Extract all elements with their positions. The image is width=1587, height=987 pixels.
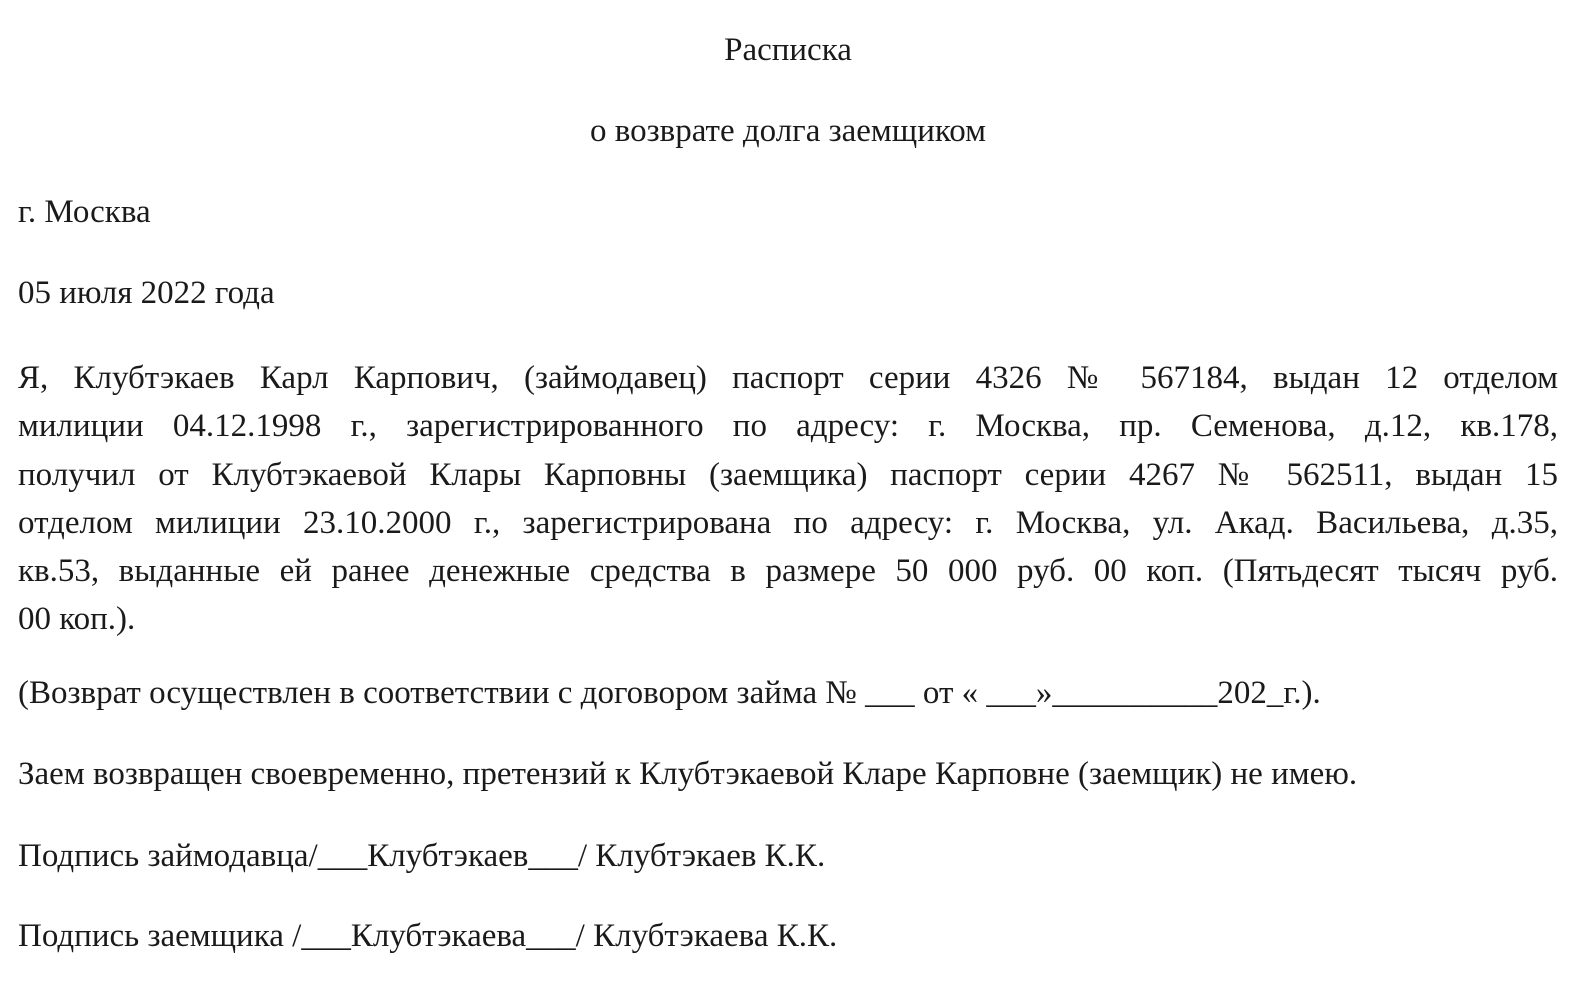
contract-reference: (Возврат осуществлен в соответствии с договором займа № ___ от « ___»__________202_г.). — [18, 675, 1321, 711]
paragraph-line: получил от Клубтэкаевой Клары Карповны (заемщика) паспорт серии 4267 № 562511, выдан 15 — [18, 456, 1558, 493]
main-paragraph — [18, 354, 1558, 644]
lender-signature-line: Подпись займодавца/___Клубтэкаев___/ Клубтэкаев К.К. — [18, 838, 826, 874]
paragraph-line: отделом милиции 23.10.2000 г., зарегистрирована по адресу: г. Москва, ул. Акад. Васильева, д.35, — [18, 504, 1558, 541]
document-date: 05 июля 2022 года — [18, 275, 275, 311]
paragraph-line: 00 коп.). — [18, 601, 136, 638]
borrower-signature-line: Подпись заемщика /___Клубтэкаева___/ Клубтэкаева К.К. — [18, 918, 838, 954]
no-claims-statement: Заем возвращен своевременно, претензий к Клубтэкаевой Кларе Карповне (заемщик) не имею. — [18, 756, 1358, 792]
document-title: Расписка — [724, 32, 852, 68]
receipt-document — [18, 0, 1558, 987]
paragraph-line: милиции 04.12.1998 г., зарегистрированного по адресу: г. Москва, пр. Семенова, д.12, кв.178, — [18, 408, 1558, 445]
paragraph-line: Я, Клубтэкаев Карл Карпович, (займодавец) паспорт серии 4326 № 567184, выдан 12 отделом — [18, 360, 1558, 396]
paragraph-line: кв.53, выданные ей ранее денежные средства в размере 50 000 руб. 00 коп. (Пятьдесят тысяч руб. — [18, 553, 1558, 590]
document-subtitle: о возврате долга заемщиком — [590, 113, 986, 149]
document-city: г. Москва — [18, 194, 151, 230]
